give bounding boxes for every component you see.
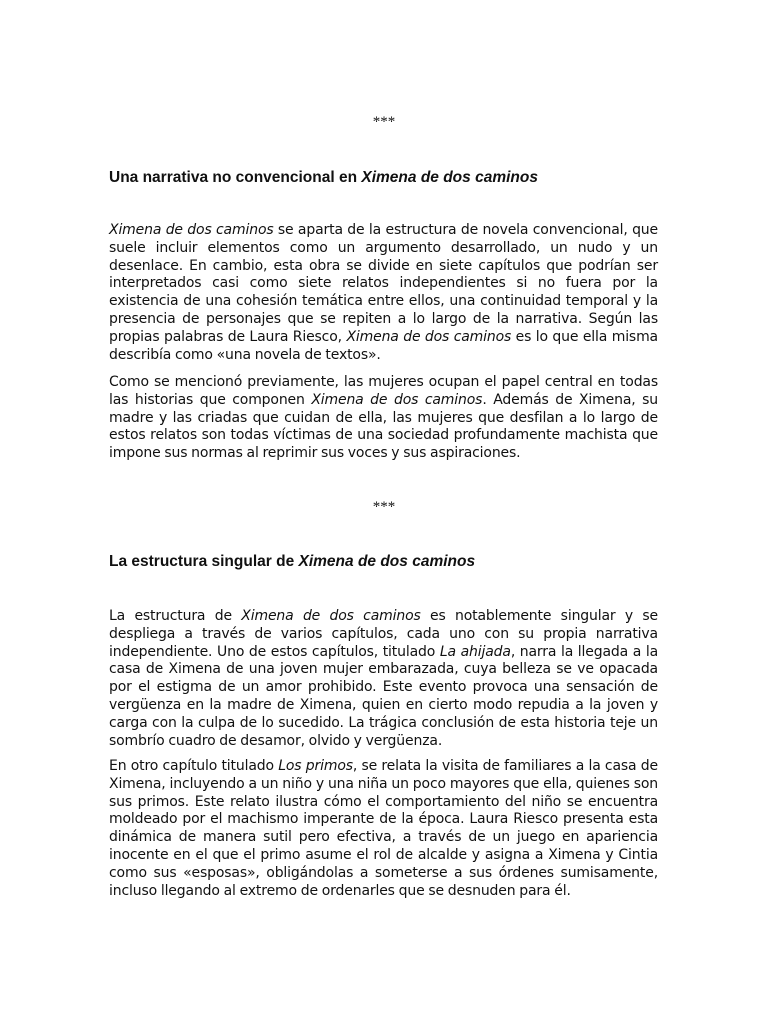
paragraph-text: , se relata la visita de familiares a la casa de Ximena, incluyendo a un niño y una niña un poco mayores que ella, quienes son sus primos. Este relato ilustra cómo el comportamiento del niño se encuentra moldeado por el machismo imperante de la época. Laura Riesco presenta esta dinámica de manera sutil pero efectiva, a través de un juego en apariencia inocente en el que el primo asume el rol de alcalde y asigna a Ximena y Cintia como sus «esposas», obligándolas a someterse a sus órdenes sumisamente, incluso llegando al extremo de ordenarles que se desnuden para él. <box>109 758 658 899</box>
book-title: Ximena de dos caminos <box>109 222 274 238</box>
heading-plain: Una narrativa no convencional en <box>109 169 362 186</box>
paragraph-text: se aparta de la estructura de novela convencional, que suele incluir elementos como un argumento desarrollado, un nudo y un desenlace. En cambio, esta obra se divide en siete capítulos que podrían ser interpretados casi como siete relatos independientes si no fuera por la existencia de una cohesión temática entre ellos, una continuidad temporal y la presencia de personajes que se repiten a lo largo de la narrativa. Según las propias palabras de Laura Riesco, <box>109 222 658 345</box>
heading-plain: La estructura singular de <box>109 553 299 570</box>
paragraph-text: es lo que ella misma describía como «una novela de textos». <box>109 328 658 363</box>
paragraph-text: En otro capítulo titulado <box>109 758 279 774</box>
chapter-title: Los primos <box>278 758 353 774</box>
paragraph-text: es notablemente singular y se despliega a través de varios capítulos, cada uno con su propia narrativa independiente. Uno de estos capítulos, titulado <box>109 608 658 660</box>
paragraph-text: , narra la llegada a la casa de Ximena de una joven mujer embarazada, cuya belleza se ve opacada por el estigma de un amor prohibido. Este evento provoca una sensación de vergüenza en la madre de Ximena, quien en cierto modo repudia a la joven y carga con la culpa de lo sucedido. La trágica conclusión de esta historia teje un sombrío cuadro de desamor, olvido y vergüenza. <box>109 643 659 749</box>
book-title: Ximena de dos caminos <box>311 391 483 408</box>
paragraph <box>109 374 658 463</box>
section-separator: *** <box>372 114 396 130</box>
heading-italic: Ximena de dos caminos <box>361 169 538 186</box>
paragraph-text: La estructura de <box>109 608 242 624</box>
heading-italic: Ximena de dos caminos <box>298 553 476 570</box>
section-heading <box>109 168 669 188</box>
paragraph <box>109 608 658 750</box>
paragraph-text: Como se mencionó previamente, las mujeres ocupan el papel central en todas las historias que componen <box>109 374 658 408</box>
paragraph-text: . Además de Ximena, su madre y las criadas que cuidan de ella, las mujeres que desfilan a lo largo de estos relatos son todas víctimas de una sociedad profundamente machista que impone sus normas al reprimir sus voces y sus aspiraciones. <box>109 391 659 462</box>
section-heading <box>109 552 669 572</box>
paragraph <box>109 222 658 364</box>
book-title: Ximena de dos caminos <box>241 608 421 624</box>
paragraph <box>109 758 658 900</box>
chapter-title: La ahijada <box>439 643 511 660</box>
section-separator: *** <box>372 499 396 515</box>
book-title: Ximena de dos caminos <box>346 328 512 345</box>
